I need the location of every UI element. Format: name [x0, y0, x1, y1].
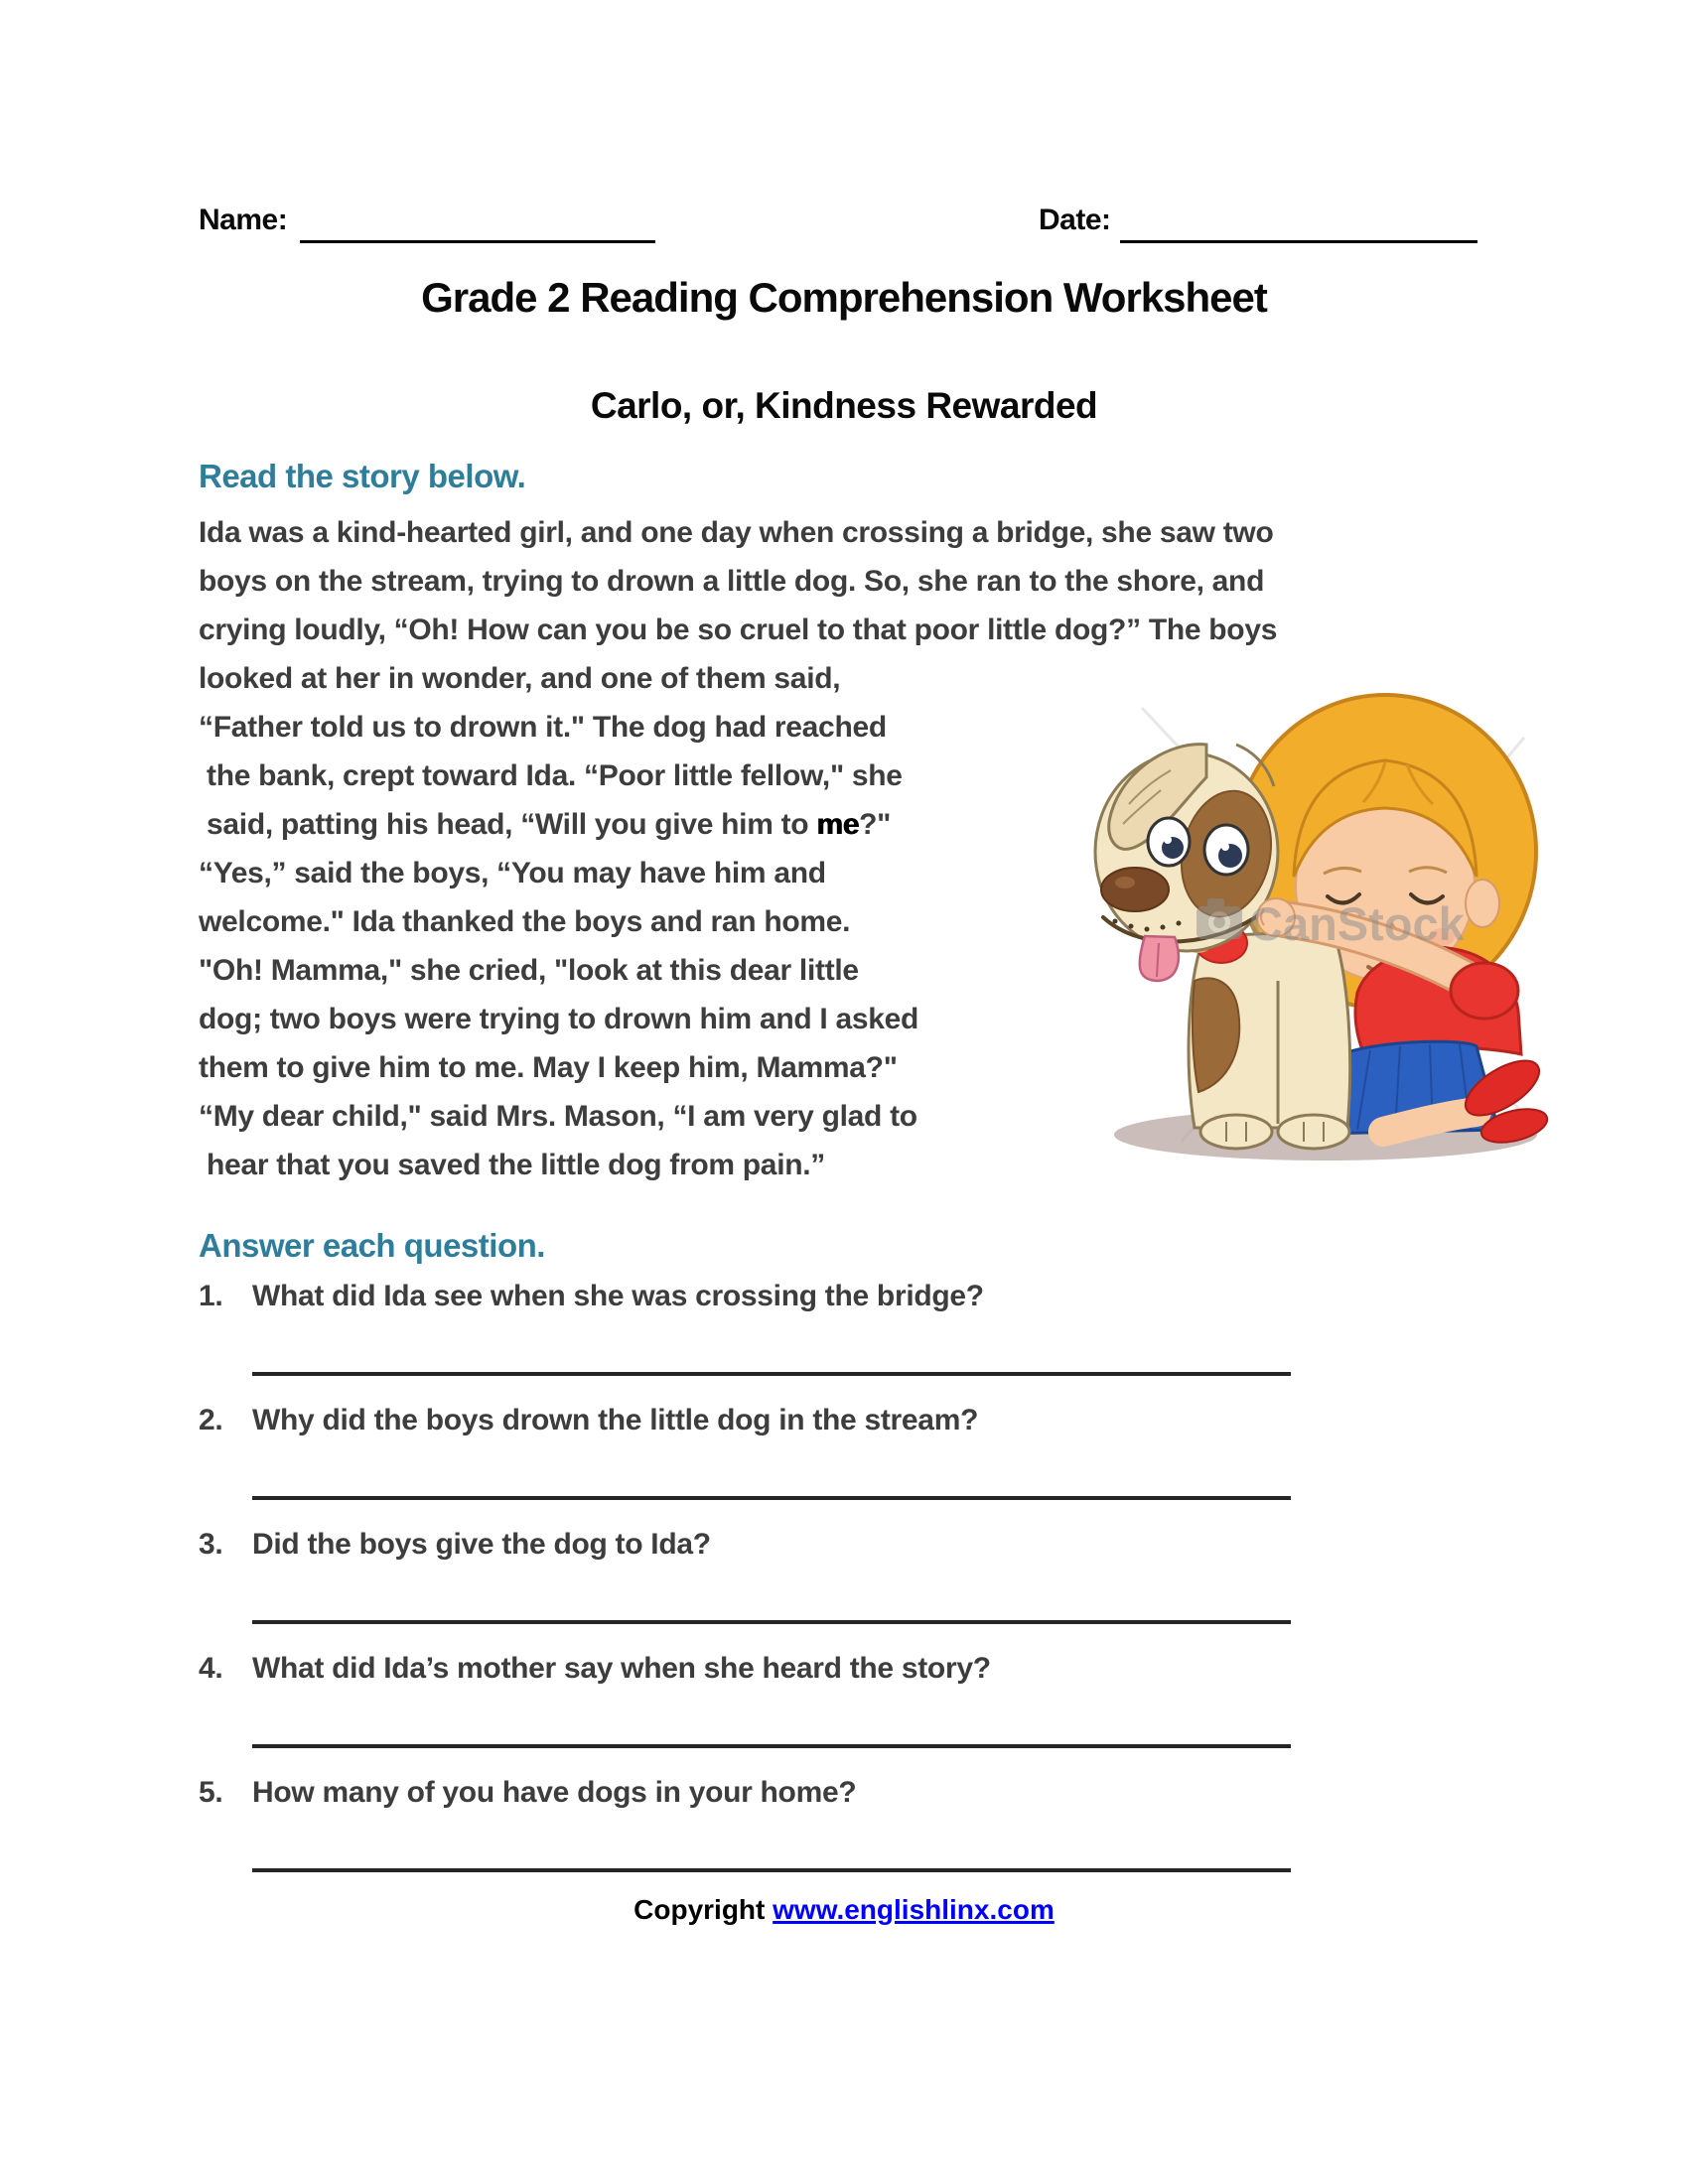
story-line: looked at her in wonder, and one of them said,	[199, 662, 841, 695]
question-number: 2.	[199, 1404, 223, 1436]
question-text: Did the boys give the dog to Ida?	[252, 1528, 711, 1561]
questions-section	[199, 1279, 1301, 1899]
story-line: them to give him to me. May I keep him, Mamma?"	[199, 1051, 898, 1084]
story-line: the bank, crept toward Ida. “Poor little fellow," she	[199, 759, 903, 792]
question-item	[199, 1775, 1301, 1872]
answer-blank-line	[252, 1496, 1291, 1500]
answer-blank-line	[252, 1372, 1291, 1376]
question	[199, 1651, 1301, 1687]
story-heading: Read the story below.	[199, 458, 526, 494]
question-item	[199, 1651, 1301, 1748]
question-item	[199, 1403, 1301, 1500]
copyright-label: Copyright	[633, 1894, 774, 1925]
story-line: “Yes,” said the boys, “You may have him and	[199, 857, 826, 889]
question-item	[199, 1279, 1301, 1376]
story-line-part: ?"	[859, 808, 892, 841]
answer-blank-line	[252, 1620, 1291, 1624]
question-number: 4.	[199, 1652, 223, 1685]
answer-blank-line	[252, 1744, 1291, 1748]
question-text: What did Ida’s mother say when she heard the story?	[252, 1652, 991, 1685]
watermark-text: CanStock	[1249, 897, 1465, 950]
date-blank-line	[1120, 240, 1477, 243]
copyright-link[interactable]: www.englishlinx.com	[773, 1894, 1055, 1925]
question-text: What did Ida see when she was crossing the bridge?	[252, 1280, 984, 1312]
story-line: welcome." Ida thanked the boys and ran home.	[199, 905, 851, 938]
question-number: 5.	[199, 1776, 223, 1809]
story-line: dog; two boys were trying to drown him and I asked	[199, 1003, 919, 1035]
copyright	[0, 1894, 1688, 1926]
questions-heading: Answer each question.	[199, 1227, 545, 1264]
story-line: “My dear child," said Mrs. Mason, “I am very glad to	[199, 1100, 917, 1133]
name-blank-line	[300, 240, 655, 243]
story-line: “Father told us to drown it." The dog had reached	[199, 711, 887, 744]
name-label: Name:	[199, 204, 288, 236]
question	[199, 1775, 1301, 1811]
story-line: boys on the stream, trying to drown a little dog. So, she ran to the shore, and	[199, 565, 1265, 598]
question	[199, 1279, 1301, 1314]
question-item	[199, 1527, 1301, 1624]
date-label: Date:	[1039, 204, 1111, 236]
question-text: Why did the boys drown the little dog in the stream?	[252, 1404, 979, 1436]
answer-blank-line	[252, 1868, 1291, 1872]
question-number: 3.	[199, 1528, 223, 1561]
story-line: hear that you saved the little dog from pain.”	[199, 1149, 825, 1181]
story-illustration	[1087, 683, 1554, 1164]
story-line: crying loudly, “Oh! How can you be so cruel to that poor little dog?” The boys	[199, 614, 1278, 646]
question-text: How many of you have dogs in your home?	[252, 1776, 857, 1809]
story-line-part: said, patting his head, “Will you give him to	[199, 808, 817, 841]
question	[199, 1403, 1301, 1438]
worksheet-subtitle: Carlo, or, Kindness Rewarded	[590, 385, 1098, 426]
page-title: Grade 2 Reading Comprehension Worksheet	[421, 274, 1267, 321]
emphasized-word: me	[816, 808, 860, 841]
story-line: Ida was a kind-hearted girl, and one day when crossing a bridge, she saw two	[199, 516, 1274, 549]
question-number: 1.	[199, 1280, 223, 1312]
story-line: "Oh! Mamma," she cried, "look at this dear little	[199, 954, 859, 987]
question	[199, 1527, 1301, 1563]
